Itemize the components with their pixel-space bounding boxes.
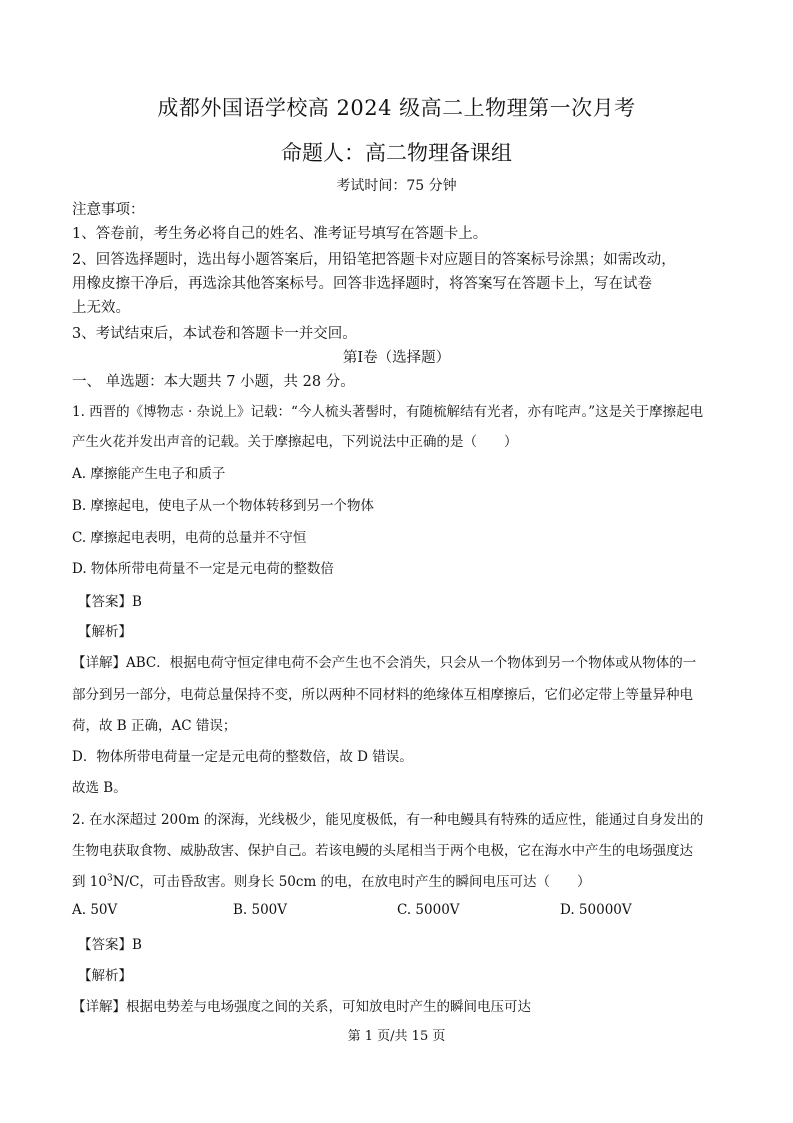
q2-analysis-label: 【解析】 (78, 968, 132, 984)
notice-item-2-line-2: 用橡皮擦干净后，再选涂其他答案标号。回答非选择题时，将答案写在答题卡上，写在试卷 (72, 276, 652, 292)
q2-stem-line-2: 生物电获取食物、威胁敌害、保护自己。若该电鳗的头尾相当于两个电极，它在海水中产生的电场强度达 (72, 843, 693, 859)
q1-conclusion: 故选 B。 (72, 780, 127, 796)
exam-time: 考试时间：75 分钟 (336, 178, 457, 194)
q2-option-a: A. 50V (72, 902, 118, 918)
q1-detail-line-2: 部分到另一部分，电荷总量保持不变，所以两种不同材料的绝缘体互相摩擦后，它们必定带上等量异种电 (72, 687, 693, 703)
exam-title: 成都外国语学校高 2024 级高二上物理第一次月考 (157, 96, 636, 120)
part-one-heading: 一、 单选题：本大题共 7 小题，共 28 分。 (72, 374, 355, 390)
q1-stem-line-2: 产生火花并发出声音的记载。关于摩擦起电，下列说法中正确的是（ ） (72, 434, 518, 450)
notice-item-1: 1、答卷前，考生务必将自己的姓名、准考证号填写在答题卡上。 (72, 226, 488, 242)
q2-stem-line-3-end: N/C，可击昏敌害。则身长 50cm 的电，在放电时产生的瞬间电压可达（ ） (112, 874, 591, 890)
exam-author: 命题人：高二物理备课组 (281, 141, 512, 165)
q2-option-c: C. 5000V (397, 902, 460, 918)
q1-answer: 【答案】B (78, 594, 142, 610)
q1-option-a: A. 摩擦能产生电子和质子 (72, 466, 226, 482)
q2-stem-line-1: 2. 在水深超过 200m 的深海，光线极少，能见度极低，有一种电鳗具有特殊的适应性，能通过自身发出的 (72, 812, 704, 828)
q1-detail-line-4: D．物体所带电荷量一定是元电荷的整数倍，故 D 错误。 (72, 749, 413, 765)
q2-answer: 【答案】B (78, 937, 142, 953)
q2-stem-line-3-start: 到 10 (72, 874, 107, 890)
q2-option-d: D. 50000V (560, 902, 632, 918)
notice-heading: 注意事项： (72, 202, 145, 218)
q2-detail-line-1: 【详解】根据电势差与电场强度之间的关系，可知放电时产生的瞬间电压可达 (72, 999, 531, 1015)
q1-analysis-label: 【解析】 (78, 624, 132, 640)
q1-option-d: D. 物体所带电荷量不一定是元电荷的整数倍 (72, 561, 334, 577)
q2-option-b: B. 500V (233, 902, 288, 918)
page-number: 第 1 页/共 15 页 (347, 1029, 446, 1044)
q1-option-c: C. 摩擦起电表明，电荷的总量并不守恒 (72, 530, 307, 546)
notice-item-2-line-3: 上无效。 (72, 300, 130, 316)
notice-item-3: 3、考试结束后，本试卷和答题卡一并交回。 (72, 326, 357, 342)
q2-exponent: 3 (106, 873, 113, 884)
q1-option-b: B. 摩擦起电，使电子从一个物体转移到另一个物体 (72, 498, 375, 514)
notice-item-2-line-1: 2、回答选择题时，选出每小题答案后，用铅笔把答题卡对应题目的答案标号涂黑；如需改动， (72, 252, 676, 268)
section-title: 第Ⅰ卷（选择题） (342, 350, 451, 366)
q2-stem-line-3 (72, 870, 591, 890)
q1-detail-line-1: 【详解】ABC．根据电荷守恒定律电荷不会产生也不会消失，只会从一个物体到另一个物体或从物体的一 (72, 655, 697, 671)
q1-stem-line-1: 1. 西晋的《博物志 · 杂说上》记载：“今人梳头著髻时，有随梳解结有光者，亦有咤声。”这是关于摩擦起电 (72, 404, 704, 420)
q1-detail-line-3: 荷，故 B 正确，AC 错误； (72, 718, 237, 734)
